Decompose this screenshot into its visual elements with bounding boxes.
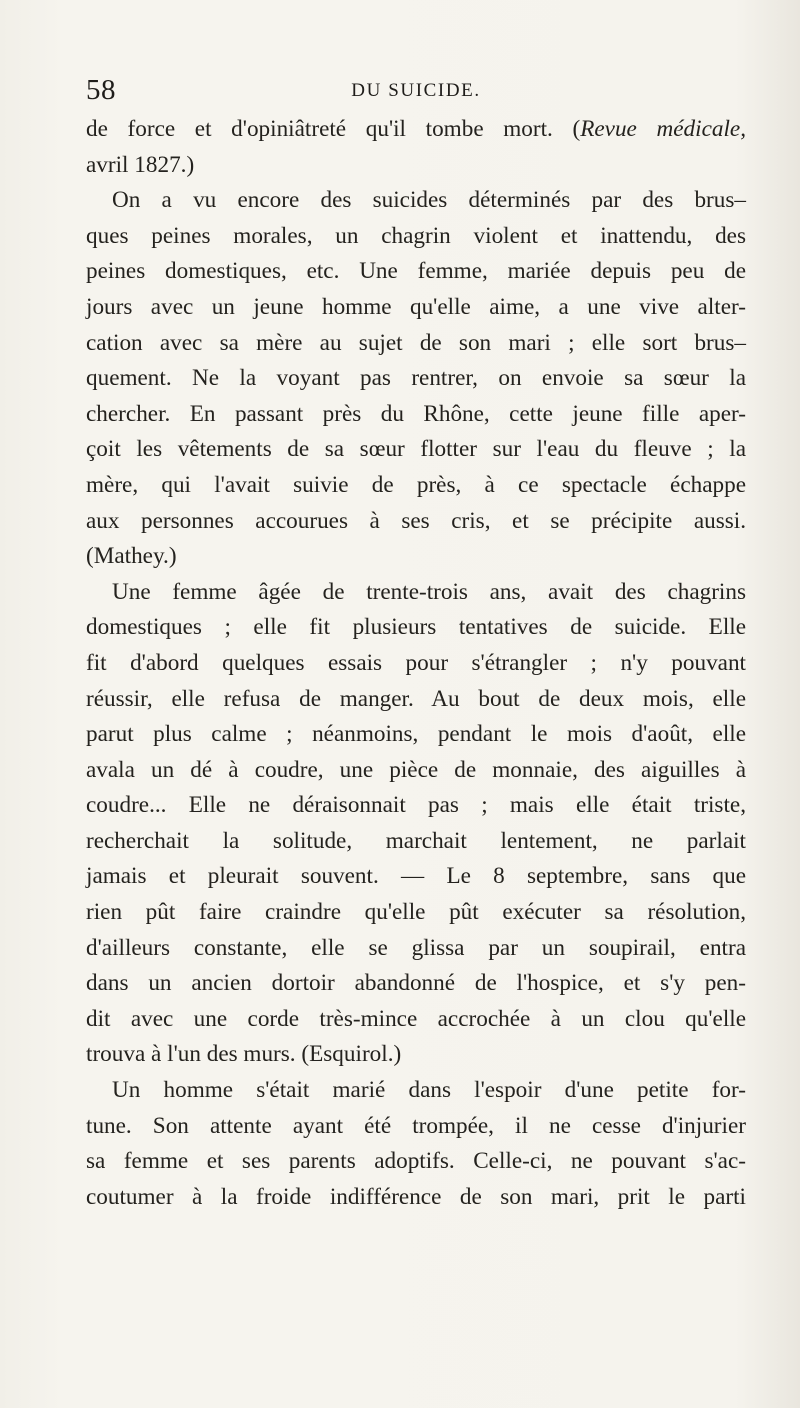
text-line: coudre... Elle ne déraisonnait pas ; mais elle était triste, <box>86 792 746 819</box>
text-line: quement. Ne la voyant pas rentrer, on envoie sa sœur la <box>86 365 746 392</box>
text-line: cation avec sa mère au sujet de son mari ; elle sort brus– <box>86 329 746 356</box>
text-line: Un homme s'était marié dans l'espoir d'une petite for- <box>112 1077 746 1104</box>
text-line: aux personnes accourues à ses cris, et se précipite aussi. <box>86 507 746 534</box>
text-line: çoit les vêtements de sa sœur flotter sur l'eau du fleuve ; la <box>86 436 746 463</box>
text-line: avril 1827.) <box>86 151 195 178</box>
text-line: d'ailleurs constante, elle se glissa par un soupirail, entra <box>86 934 746 961</box>
text-line: ques peines morales, un chagrin violent et inattendu, des <box>86 222 746 249</box>
text-line: tune. Son attente ayant été trompée, il ne cesse d'injurier <box>86 1112 746 1139</box>
text-line: fit d'abord quelques essais pour s'étrangler ; n'y pouvant <box>86 649 746 676</box>
text-line: jours avec un jeune homme qu'elle aime, a une vive alter- <box>86 293 746 320</box>
text-line: mère, qui l'avait suivie de près, à ce spectacle échappe <box>86 471 746 498</box>
text-line: recherchait la solitude, marchait lentement, ne parlait <box>86 827 746 854</box>
text-line: dit avec une corde très-mince accrochée à un clou qu'elle <box>86 1005 746 1032</box>
text-line: avala un dé à coudre, une pièce de monnaie, des aiguilles à <box>86 756 746 783</box>
text-line: Une femme âgée de trente-trois ans, avait des chagrins <box>112 578 746 605</box>
text-line: parut plus calme ; néanmoins, pendant le mois d'août, elle <box>86 721 746 748</box>
citation-journal: Revue médicale, <box>580 116 746 142</box>
running-header <box>86 74 746 110</box>
text-line: de force et d'opiniâtreté qu'il tombe mort. (Revue médicale, <box>86 116 746 142</box>
running-title: DU SUICIDE. <box>351 80 481 101</box>
text-line: (Mathey.) <box>86 543 177 570</box>
text-line: coutumer à la froide indifférence de son mari, prit le parti <box>86 1183 746 1210</box>
page-number: 58 <box>86 74 116 106</box>
text-line: jamais et pleurait souvent. — Le 8 septembre, sans que <box>86 863 746 890</box>
text-line: réussir, elle refusa de manger. Au bout de deux mois, elle <box>86 685 746 712</box>
text-line: On a vu encore des suicides déterminés par des brus– <box>112 187 746 214</box>
text-line: trouva à l'un des murs. (Esquirol.) <box>86 1041 402 1068</box>
text-line: sa femme et ses parents adoptifs. Celle-ci, ne pouvant s'ac- <box>86 1148 746 1175</box>
body-text <box>86 112 746 1215</box>
text-line: dans un ancien dortoir abandonné de l'hospice, et s'y pen- <box>86 970 746 997</box>
text-line: peines domestiques, etc. Une femme, mariée depuis peu de <box>86 258 746 285</box>
text-line: domestiques ; elle fit plusieurs tentatives de suicide. Elle <box>86 614 746 641</box>
text-line: rien pût faire craindre qu'elle pût exécuter sa résolution, <box>86 899 746 926</box>
text-line: chercher. En passant près du Rhône, cette jeune fille aper- <box>86 400 746 427</box>
